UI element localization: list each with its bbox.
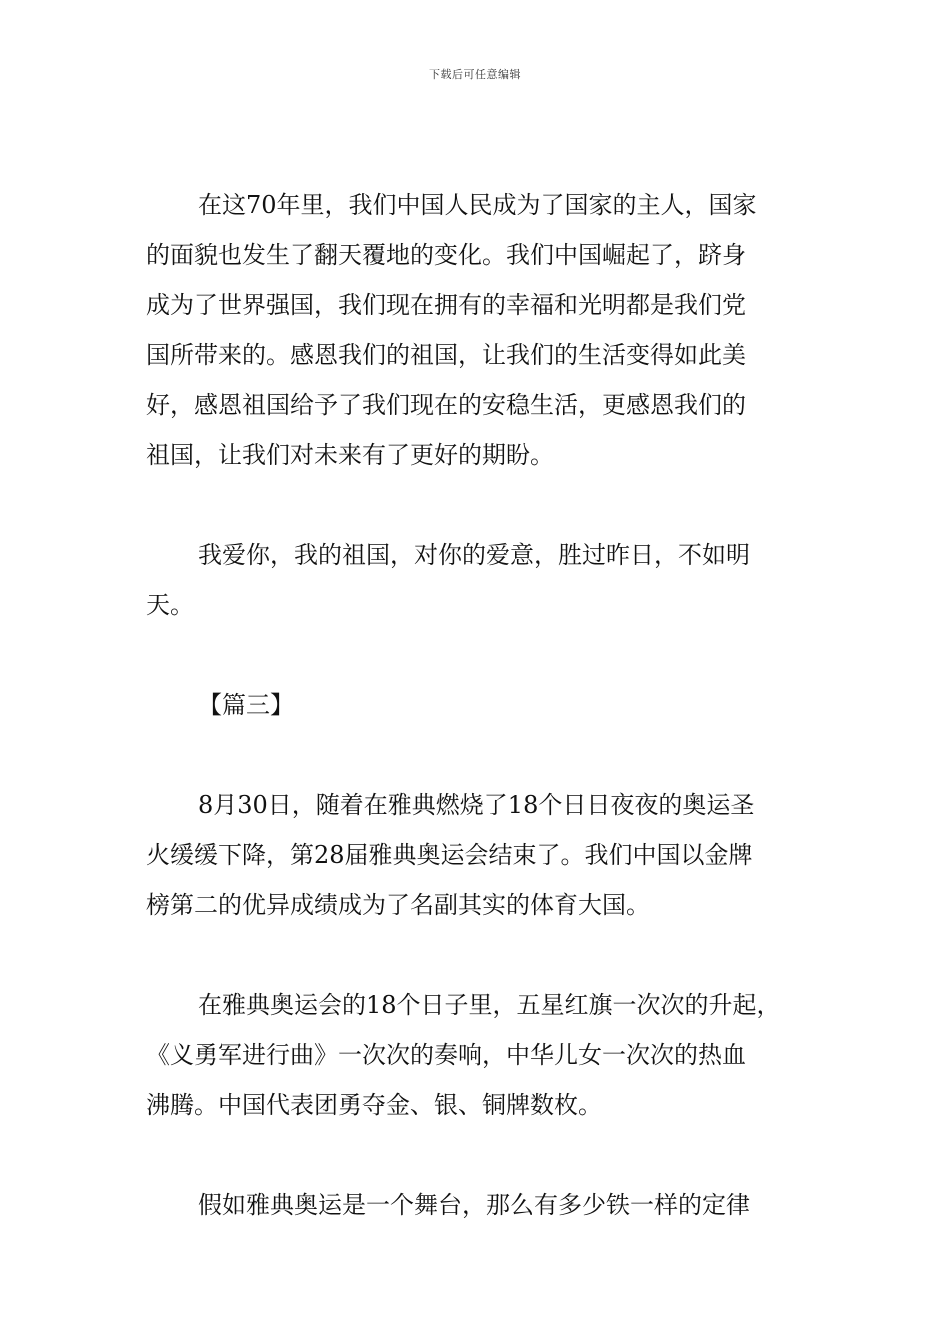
paragraph-spacer xyxy=(146,730,806,780)
page-header-note: 下载后可任意编辑 xyxy=(429,68,521,81)
section-heading: 【篇三】 xyxy=(198,691,294,719)
paragraph-spacer xyxy=(146,1130,806,1180)
paragraph-spacer xyxy=(146,480,806,530)
paragraph-seventy-years: 在这70年里，我们中国人民成为了国家的主人，国家 的面貌也发生了翻天覆地的变化。我们中国崛起了，跻身 成为了世界强国，我们现在拥有的幸福和光明都是我们党 国所带来的。感恩我们的祖国，让我们的生活变得如此美 好，感恩祖国给予了我们现在的安稳生活，更感恩我们的 祖国，让我们对未来有了更好的期盼。 xyxy=(146,191,757,469)
paragraph-love-motherland: 我爱你，我的祖国，对你的爱意，胜过昨日，不如明 天。 xyxy=(146,541,750,619)
paragraph-athens-closing: 8月30日，随着在雅典燃烧了18个日日夜夜的奥运圣 火缓缓下降，第28届雅典奥运会结束了。我们中国以金牌 榜第二的优异成绩成为了名副其实的体育大国。 xyxy=(146,791,755,919)
paragraph-athens-stage: 假如雅典奥运是一个舞台，那么有多少铁一样的定律 xyxy=(198,1191,750,1219)
paragraph-spacer xyxy=(146,930,806,980)
document-body xyxy=(146,180,806,1230)
paragraph-spacer xyxy=(146,630,806,680)
paragraph-athens-days: 在雅典奥运会的18个日子里，五星红旗一次次的升起， 《义勇军进行曲》一次次的奏响，中华儿女一次次的热血 沸腾。中国代表团勇夺金、银、铜牌数枚。 xyxy=(146,991,781,1119)
